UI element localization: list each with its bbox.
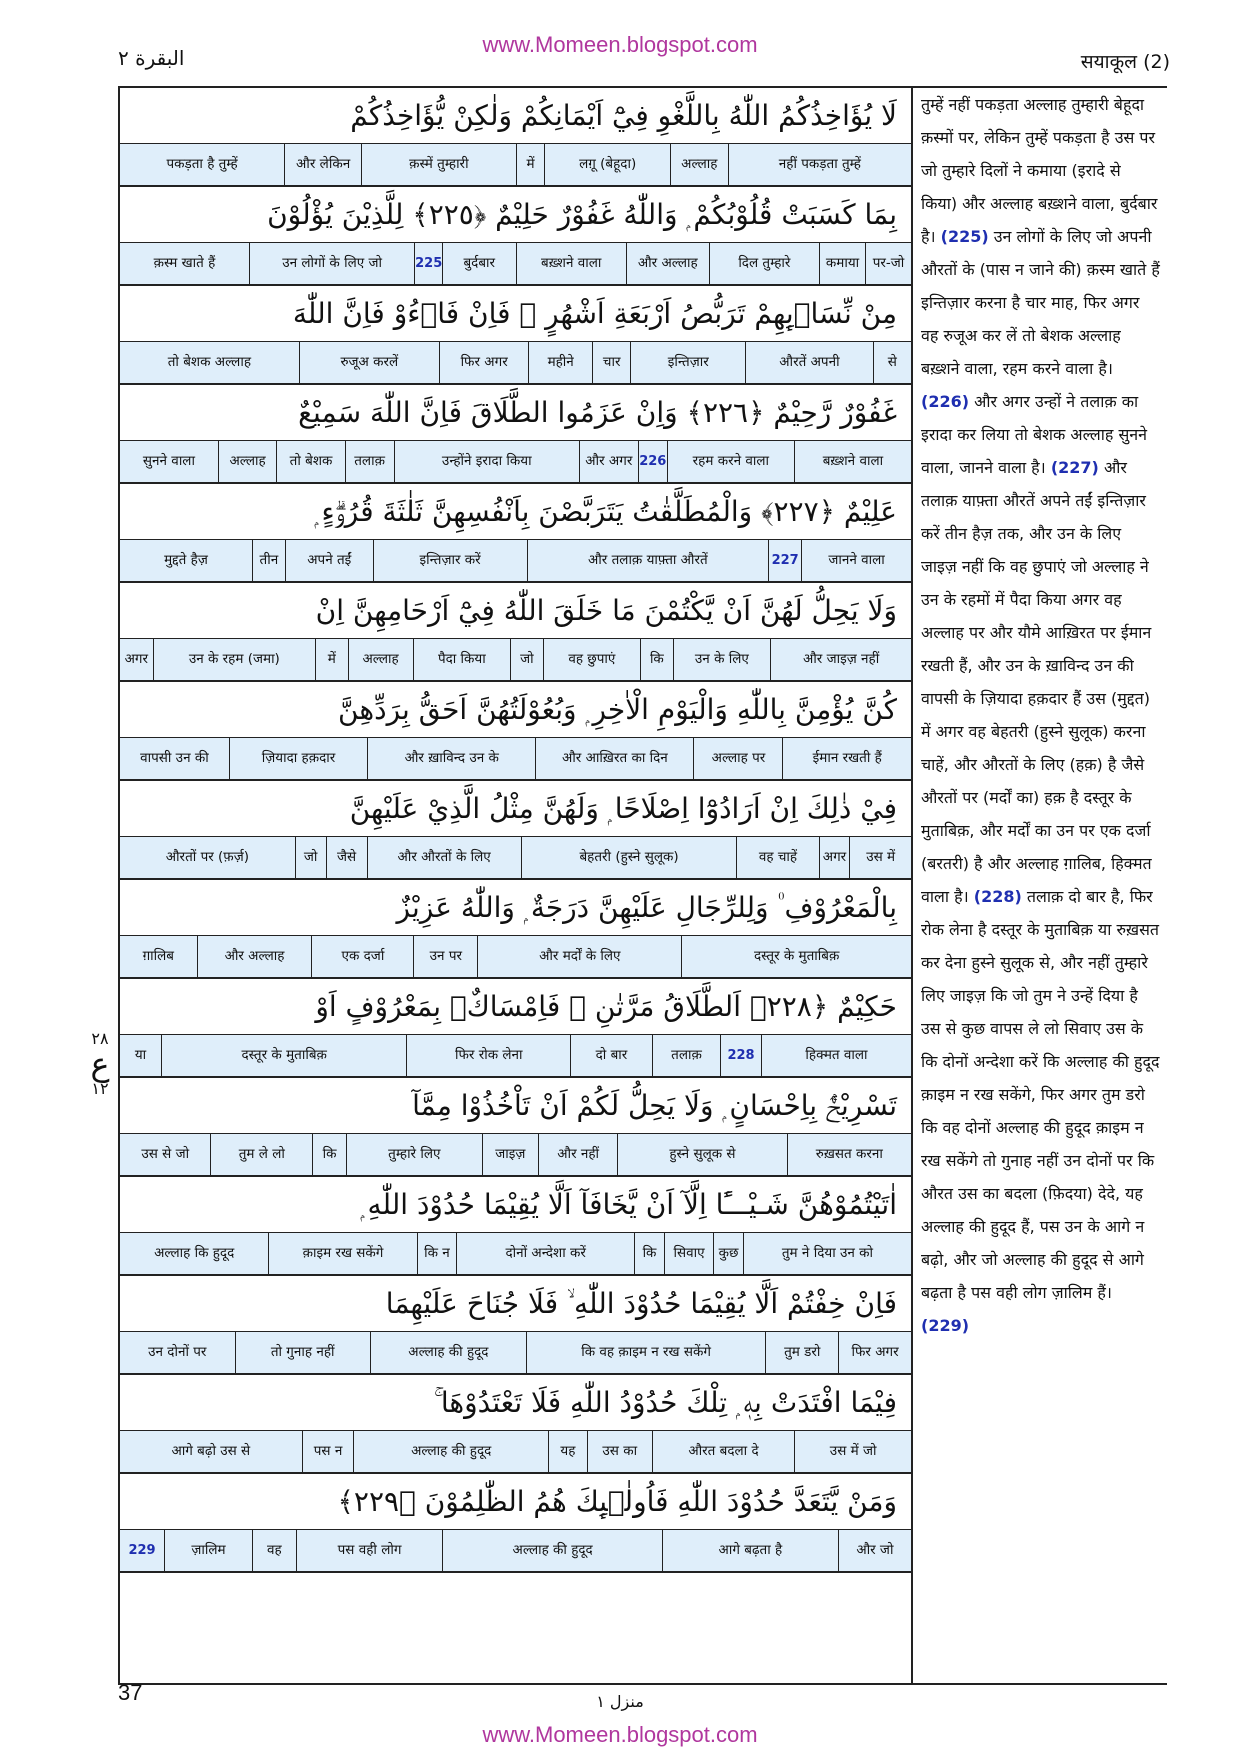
verse-number-227: (227) — [1050, 458, 1099, 477]
word-cell: उस से जो — [141, 1146, 190, 1162]
arabic-line: مِنْ نِّسَاۗىِٕهِمْ تَرَبُّصُ اَرْبَعَةِ اَشْهُرٍ ۚ فَاِنْ فَاۗءُوْ فَاِنَّ اللّٰهَ — [120, 286, 911, 342]
para-header: सयाकूल (2) — [1080, 51, 1170, 73]
word-cell: सुनने वाला — [142, 453, 195, 469]
verse-number-226: (226) — [921, 392, 970, 411]
word-cell: में — [516, 144, 545, 185]
word-cell: कि — [312, 1134, 346, 1175]
word-cell: महीने — [528, 342, 592, 383]
word-cell: अल्लाह की हुदूद — [353, 1431, 548, 1472]
word-cell: कि — [634, 1233, 664, 1274]
word-cell: पैदा किया — [413, 639, 511, 680]
translation-227: और अगर उन्हों ने तलाक़ का इरादा कर लिया तो बेशक अल्लाह सुनने वाला, जानने वाला है। — [921, 392, 1148, 477]
arabic-line: بِالْمَعْرُوْفِ ۠ وَلِلرِّجَالِ عَلَيْهِنَّ دَرَجَةٌ ۭ وَاللّٰهُ عَزِيْزٌ — [120, 880, 911, 936]
word-cell: फिर रोक लेना — [406, 1035, 570, 1076]
word-cell: वह चाहें — [736, 837, 818, 878]
ruku-mark: ع — [90, 1045, 110, 1083]
word-cell: और अगर — [579, 441, 638, 482]
word-cell: और तलाक़ याफ़्ता औरतें — [527, 540, 769, 581]
arabic-line: وَمَنْ يَّتَعَدَّ حُدُوْدَ اللّٰهِ فَاُولٰۗىِٕكَ هُمُ الظّٰلِمُوْنَ ﴿٢٢٩﴾ — [120, 1474, 911, 1530]
verse-number-cell: 226 — [638, 441, 667, 482]
word-cell: कि न — [417, 1233, 457, 1274]
word-cell: से — [873, 342, 911, 383]
word-translation-row — [120, 1035, 911, 1078]
word-cell: औरतों पर (फ़र्ज़) — [165, 849, 250, 865]
word-translation-row — [120, 243, 911, 286]
word-cell: अल्लाह की हुदूद — [442, 1530, 662, 1571]
word-cell: और नहीं — [538, 1134, 617, 1175]
word-cell: वह — [252, 1530, 296, 1571]
word-cell: और मर्दों के लिए — [477, 936, 681, 977]
verse-number-cell: 229 — [128, 1543, 156, 1558]
verse-number-cell: 225 — [414, 243, 442, 284]
word-cell: दिल तुम्हारे — [709, 243, 819, 284]
surah-header: البقرة ٢ — [118, 46, 185, 70]
word-cell: सिवाए — [664, 1233, 713, 1274]
word-cell: तुम डरो — [765, 1332, 838, 1373]
word-translation-row — [120, 1134, 911, 1177]
word-cell: और आख़िरत का दिन — [535, 738, 693, 779]
word-cell: उन के रहम (जमा) — [153, 639, 316, 680]
word-cell: तुम ने दिया उन को — [743, 1233, 911, 1274]
word-cell: तलाक़ — [652, 1035, 720, 1076]
verse-number-cell: 228 — [720, 1035, 761, 1076]
word-cell: तीन — [252, 540, 285, 581]
word-cell: जो — [510, 639, 543, 680]
word-cell: नहीं पकड़ता तुम्हें — [728, 144, 911, 185]
word-cell: फिर अगर — [439, 342, 528, 383]
verse-number-228: (228) — [973, 887, 1022, 906]
word-cell: अगर — [819, 837, 850, 878]
word-cell: लग़ू (बेहूदा) — [544, 144, 669, 185]
word-cell: क़स्में तुम्हारी — [361, 144, 515, 185]
word-cell: दस्तूर के मुताबिक़ — [681, 936, 911, 977]
word-cell: वापसी उन की — [140, 750, 209, 766]
word-cell: तलाक़ — [345, 441, 394, 482]
word-cell: और औरतों के लिए — [367, 837, 521, 878]
word-cell: तुम्हारे लिए — [346, 1134, 482, 1175]
translation-229: तलाक़ दो बार है, फिर रोक लेना है दस्तूर के मुताबिक़ या रुख़सत कर देना हुस्ने सुलूक से, और नहीं तुम्हारे लिए जाइज़ कि जो तुम ने उन्हें दिया है उस से कुछ वापस ले लो सिवाए उस के कि दोनों अन्देशा करें कि अल्लाह की हुदूद क़ाइम न रख सकेंगे, फिर अगर तुम डरो कि वह दोनों अल्लाह की हुदूद क़ाइम न रख सकेंगे तो गुनाह नहीं उन दोनों पर कि औरत उस का बदला (फ़िदया) देदे, यह अल्लाह की हुदूद हैं, पस उन के आगे न बढ़ो, और जो अल्लाह की हुदूद से आगे बढ़ता है पस वही लोग ज़ालिम हैं। — [921, 887, 1160, 1302]
word-cell: ईमान रखती हैं — [782, 738, 911, 779]
word-translation-row — [120, 1332, 911, 1375]
arabic-line: حَكِيْمٌ ﴿٢٢٨﴾ اَلطَّلَاقُ مَرَّتٰنِ ۠ فَاِمْسَاكٌۢ بِمَعْرُوْفٍ اَوْ — [120, 979, 911, 1035]
arabic-line: عَلِيْمٌ ﴿٢٢٧﴾ وَالْمُطَلَّقٰتُ يَتَرَبَّصْنَ بِاَنْفُسِهِنَّ ثَلٰثَةَ قُرُوْۗءٍ ۭ — [120, 484, 911, 540]
arabic-line: وَلَا يَحِلُّ لَهُنَّ اَنْ يَّكْتُمْنَ مَا خَلَقَ اللّٰهُ فِيْٓ اَرْحَامِهِنَّ اِنْ — [120, 583, 911, 639]
page-number: 37 — [118, 1680, 143, 1705]
word-cell: या — [134, 1047, 147, 1063]
word-translation-row — [120, 936, 911, 979]
arabic-line: غَفُوْرٌ رَّحِيْمٌ ﴿٢٢٦﴾ وَاِنْ عَزَمُوا الطَّلَاقَ فَاِنَّ اللّٰهَ سَمِيْعٌ — [120, 385, 911, 441]
word-cell: कि वह क़ाइम न रख सकेंगे — [526, 1332, 765, 1373]
translation-226: उन लोगों के लिए जो अपनी औरतों के (पास न जाने की) क़स्म खाते हैं इन्तिज़ार करना है चार माह, फिर अगर वह रुजूअ कर लें तो बेशक अल्लाह बख़्शने वाला, रहम करने वाला है। — [921, 227, 1160, 378]
word-cell: इन्तिज़ार करें — [373, 540, 527, 581]
word-cell: ज़ियादा हक़दार — [229, 738, 367, 779]
word-cell: उस में — [849, 837, 911, 878]
arabic-line: فَاِنْ خِفْتُمْ اَلَّا يُقِيْمَا حُدُوْدَ اللّٰهِ ۙ فَلَا جُنَاحَ عَلَيْهِمَا — [120, 1276, 911, 1332]
word-cell: वह छुपाएं — [543, 639, 641, 680]
word-cell: हुस्ने सुलूक से — [617, 1134, 787, 1175]
word-cell: तो बेशक — [276, 441, 344, 482]
word-cell: अल्लाह — [218, 441, 277, 482]
word-cell: दस्तूर के मुताबिक़ — [161, 1035, 406, 1076]
verse-number-229: (229) — [921, 1316, 970, 1335]
word-cell: कि — [640, 639, 673, 680]
translation-text — [921, 88, 1161, 1342]
word-cell: ग़ालिब — [142, 948, 175, 964]
word-cell: अल्लाह कि हुदूद — [154, 1245, 235, 1261]
word-cell: पर-जो — [865, 243, 911, 284]
word-cell: उस में जो — [794, 1431, 911, 1472]
word-cell: उन दोनों पर — [148, 1344, 207, 1360]
ruku-top-number: ٢٨ — [91, 1029, 109, 1048]
translation-228: और तलाक़ याफ़्ता औरतें अपने तईं इन्तिज़ार करें तीन हैज़ तक, और उन के लिए जाइज़ नहीं कि वह छुपाएं जो अल्लाह ने उन के रहमों में पैदा किया अगर वह अल्लाह पर और यौमे आख़िरत पर ईमान रखती हैं, और उन के ख़ाविन्द उन की वापसी के ज़ियादा हक़दार हैं उस (मुद्दत) में अगर वह बेहतरी (हुस्ने सुलूक) करना चाहें, और औरतों के लिए (हक़) है जैसे औरतों पर (मर्दों का) हक़ है दस्तूर के मुताबिक़, और मर्दों का उन पर एक दर्जा (बरतरी) है और अल्लाह ग़ालिब, हिक्मत वाला है। — [921, 458, 1152, 906]
word-cell: जो — [295, 837, 326, 878]
word-cell: आगे बढ़ो उस से — [171, 1443, 251, 1459]
word-cell: ज़ालिम — [164, 1530, 252, 1571]
arabic-line: اٰتَيْتُمُوْهُنَّ شَـيْـــًٔا اِلَّآ اَنْ يَّخَافَآ اَلَّا يُقِيْمَا حُدُوْدَ اللّٰهِ ۭ — [120, 1177, 911, 1233]
ruku-bottom-number: ١٢ — [91, 1079, 109, 1098]
word-cell: पस न — [302, 1431, 354, 1472]
word-translation-row — [120, 738, 911, 781]
word-cell: हिक्मत वाला — [761, 1035, 911, 1076]
word-cell: और जाइज़ नहीं — [770, 639, 911, 680]
word-translation-row — [120, 540, 911, 583]
word-cell: रहम करने वाला — [667, 441, 794, 482]
word-cell: दोनों अन्देशा करें — [456, 1233, 634, 1274]
word-cell: अपने तईं — [285, 540, 373, 581]
site-url-top: www.Momeen.blogspot.com — [482, 32, 758, 57]
word-cell: जाइज़ — [482, 1134, 539, 1175]
word-translation-row — [120, 639, 911, 682]
word-translation-row — [120, 1233, 911, 1276]
word-cell: एक दर्जा — [311, 936, 413, 977]
word-cell: क़स्म खाते हैं — [153, 255, 216, 271]
word-cell: और अल्लाह — [626, 243, 709, 284]
word-cell: और लेकिन — [284, 144, 361, 185]
word-translation-row — [120, 1431, 911, 1474]
word-cell: और ख़ाविन्द उन के — [367, 738, 535, 779]
word-cell: जानने वाला — [801, 540, 911, 581]
word-cell: पस वही लोग — [296, 1530, 442, 1571]
verse-number-cell: 227 — [768, 540, 801, 581]
word-cell: कुछ — [713, 1233, 743, 1274]
arabic-line: تَسْرِيْحٌۢ بِاِحْسَانٍ ۭ وَلَا يَحِلُّ لَكُمْ اَنْ تَاْخُذُوْا مِمَّآ — [120, 1078, 911, 1134]
site-url-bottom: www.Momeen.blogspot.com — [482, 1722, 758, 1747]
word-cell: उन के लिए — [673, 639, 771, 680]
word-cell: फिर अगर — [838, 1332, 911, 1373]
arabic-line: كُنَّ يُؤْمِنَّ بِاللّٰهِ وَالْيَوْمِ الْاٰخِرِ ۭ وَبُعُوْلَتُهُنَّ اَحَقُّ بِرَدِّهِنَّ — [120, 682, 911, 738]
word-cell: बुर्दबार — [442, 243, 516, 284]
arabic-line: لَا يُؤَاخِذُكُمُ اللّٰهُ بِاللَّغْوِ فِيْٓ اَيْمَانِكُمْ وَلٰكِنْ يُّؤَاخِذُكُمْ — [120, 88, 911, 144]
word-cell: अगर — [124, 651, 149, 667]
word-translation-row — [120, 837, 911, 880]
word-cell: उन पर — [413, 936, 477, 977]
word-cell: इन्तिज़ार — [630, 342, 745, 383]
word-cell: बेहतरी (हुस्ने सुलूक) — [521, 837, 737, 878]
word-cell: औरतें अपनी — [745, 342, 873, 383]
word-translation-row — [120, 1530, 911, 1573]
word-cell: औरत बदला दे — [652, 1431, 795, 1472]
word-cell: अल्लाह की हुदूद — [370, 1332, 526, 1373]
verse-number-225: (225) — [940, 227, 989, 246]
word-cell: रुजूअ करलें — [299, 342, 439, 383]
word-cell: यह — [548, 1431, 587, 1472]
translation-225: तुम्हें नहीं पकड़ता अल्लाह तुम्हारी बेहूदा क़स्मों पर, लेकिन तुम्हें पकड़ता है उस पर जो तुम्हारे दिलों ने कमाया (इरादे से किया) और अल्लाह बख़्शने वाला, बुर्दबार है। — [921, 95, 1158, 246]
word-cell: उस का — [587, 1431, 652, 1472]
word-cell: अल्लाह — [348, 639, 413, 680]
word-translation-row — [120, 441, 911, 484]
word-cell: मुद्दते हैज़ — [164, 552, 208, 568]
word-cell: अल्लाह — [670, 144, 728, 185]
word-cell: पकड़ता है तुम्हें — [166, 156, 238, 172]
ruku-marker — [84, 1030, 116, 1098]
word-cell: और अल्लाह — [197, 936, 312, 977]
word-cell: रुख़सत करना — [787, 1134, 911, 1175]
word-cell: तो बेशक अल्लाह — [167, 354, 251, 370]
arabic-line: فِيْ ذٰلِكَ اِنْ اَرَادُوْٓا اِصْلَاحًا ۭ وَلَهُنَّ مِثْلُ الَّذِيْ عَلَيْهِنَّ — [120, 781, 911, 837]
word-cell: तुम ले लो — [210, 1134, 312, 1175]
word-translation-row — [120, 144, 911, 187]
word-cell: उन्होंने इरादा किया — [394, 441, 580, 482]
word-cell: तो गुनाह नहीं — [235, 1332, 370, 1373]
arabic-line: بِمَا كَسَبَتْ قُلُوْبُكُمْ ۭ وَاللّٰهُ غَفُوْرٌ حَلِيْمٌ ﴿٢٢٥﴾ لِلَّذِيْنَ يُؤْلُوْنَ — [120, 187, 911, 243]
manzil-label: منزل ١ — [596, 1692, 644, 1711]
word-cell: कमाया — [819, 243, 865, 284]
arabic-line: فِيْمَا افْتَدَتْ بِهٖ ۭ تِلْكَ حُدُوْدُ اللّٰهِ فَلَا تَعْتَدُوْهَا ۚ — [120, 1375, 911, 1431]
word-cell: आगे बढ़ता है — [662, 1530, 838, 1571]
word-cell: जैसे — [326, 837, 367, 878]
word-cell: में — [315, 639, 348, 680]
word-cell: उन लोगों के लिए जो — [249, 243, 415, 284]
word-cell: चार — [592, 342, 630, 383]
word-cell: क़ाइम रख सकेंगे — [268, 1233, 416, 1274]
word-cell: अल्लाह पर — [693, 738, 782, 779]
word-cell: बख़्शने वाला — [516, 243, 626, 284]
word-translation-row — [120, 342, 911, 385]
word-cell: बख़्शने वाला — [794, 441, 911, 482]
word-cell: और जो — [838, 1530, 911, 1571]
word-cell: दो बार — [570, 1035, 652, 1076]
